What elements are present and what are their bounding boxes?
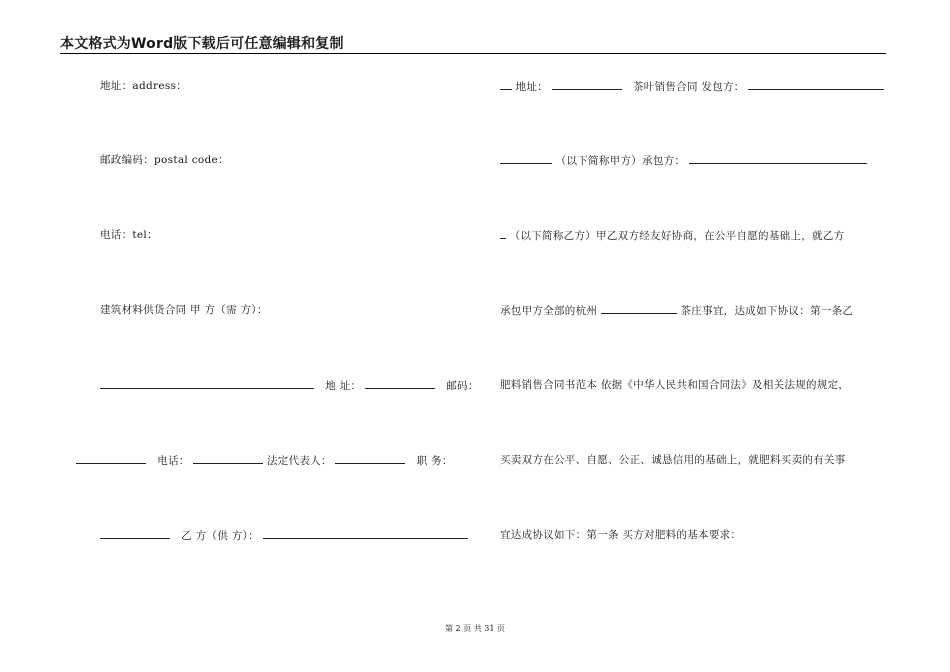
blank-field xyxy=(552,79,622,90)
party-b-label: 乙 方（供 方）： xyxy=(181,530,259,542)
right-row1 xyxy=(500,79,884,94)
page-number-text: 第 2 页 共 31 页 xyxy=(445,624,505,633)
postal-code-label: 邮政编码：postal code： xyxy=(100,154,229,166)
right-row7-text: 宜达成协议如下：第一条 买方对肥料的基本要求： xyxy=(500,529,742,541)
right-row4-post: 茶庄事宜，达成如下协议：第一条乙 xyxy=(680,305,854,317)
postcode-label: 邮码： xyxy=(446,380,479,392)
right-row5-text: 肥料销售合同书范本 依据《中华人民共和国合同法》及相关法规的规定， xyxy=(500,379,850,391)
blank-field xyxy=(500,228,506,239)
blank-field xyxy=(601,303,677,314)
left-row7 xyxy=(100,528,468,543)
blank-field xyxy=(100,528,170,539)
page-header xyxy=(60,33,886,54)
left-postal-line xyxy=(100,153,229,167)
left-tel-line xyxy=(100,228,158,242)
left-row5 xyxy=(100,378,479,393)
duty-label: 职 务： xyxy=(416,455,453,467)
tel-label: 电话：tel： xyxy=(100,229,158,241)
blank-field xyxy=(335,453,405,464)
blank-field xyxy=(500,153,552,164)
right-row4-pre: 承包甲方全部的杭州 xyxy=(500,305,598,317)
blank-field xyxy=(365,378,435,389)
right-row5 xyxy=(500,378,849,392)
blank-field xyxy=(500,79,512,90)
right-row3 xyxy=(500,228,844,243)
blank-field xyxy=(748,79,884,90)
contract-title: 建筑材料供货合同 甲 方（需 方）： xyxy=(100,304,268,316)
right-row2 xyxy=(500,153,867,168)
address-label-2: 地 址： xyxy=(325,380,362,392)
address-label: 地址：address： xyxy=(100,80,188,92)
right-row4 xyxy=(500,303,853,318)
page-footer xyxy=(0,623,950,634)
blank-field xyxy=(689,153,867,164)
phone-label: 电话： xyxy=(157,455,190,467)
left-contract-title-line xyxy=(100,303,268,317)
tea-contract-label: 茶叶销售合同 发包方： xyxy=(632,81,745,93)
legal-rep-label: 法定代表人： xyxy=(266,455,332,467)
party-a-label: （以下简称甲方）承包方： xyxy=(555,155,686,167)
right-address-label: 地址： xyxy=(515,81,549,93)
left-address-line xyxy=(100,79,187,93)
blank-field xyxy=(100,378,314,389)
right-row7 xyxy=(500,528,741,542)
right-row3-text: （以下简称乙方）甲乙双方经友好协商，在公平自愿的基础上，就乙方 xyxy=(509,230,845,242)
blank-field xyxy=(76,453,146,464)
left-row6 xyxy=(76,453,453,468)
right-row6-text: 买卖双方在公平、自愿、公正、诚恳信用的基础上，就肥料买卖的有关事 xyxy=(500,454,846,466)
blank-field xyxy=(263,528,468,539)
right-row6 xyxy=(500,453,846,467)
header-title: 本文格式为Word版下载后可任意编辑和复制 xyxy=(60,36,344,52)
blank-field xyxy=(193,453,263,464)
